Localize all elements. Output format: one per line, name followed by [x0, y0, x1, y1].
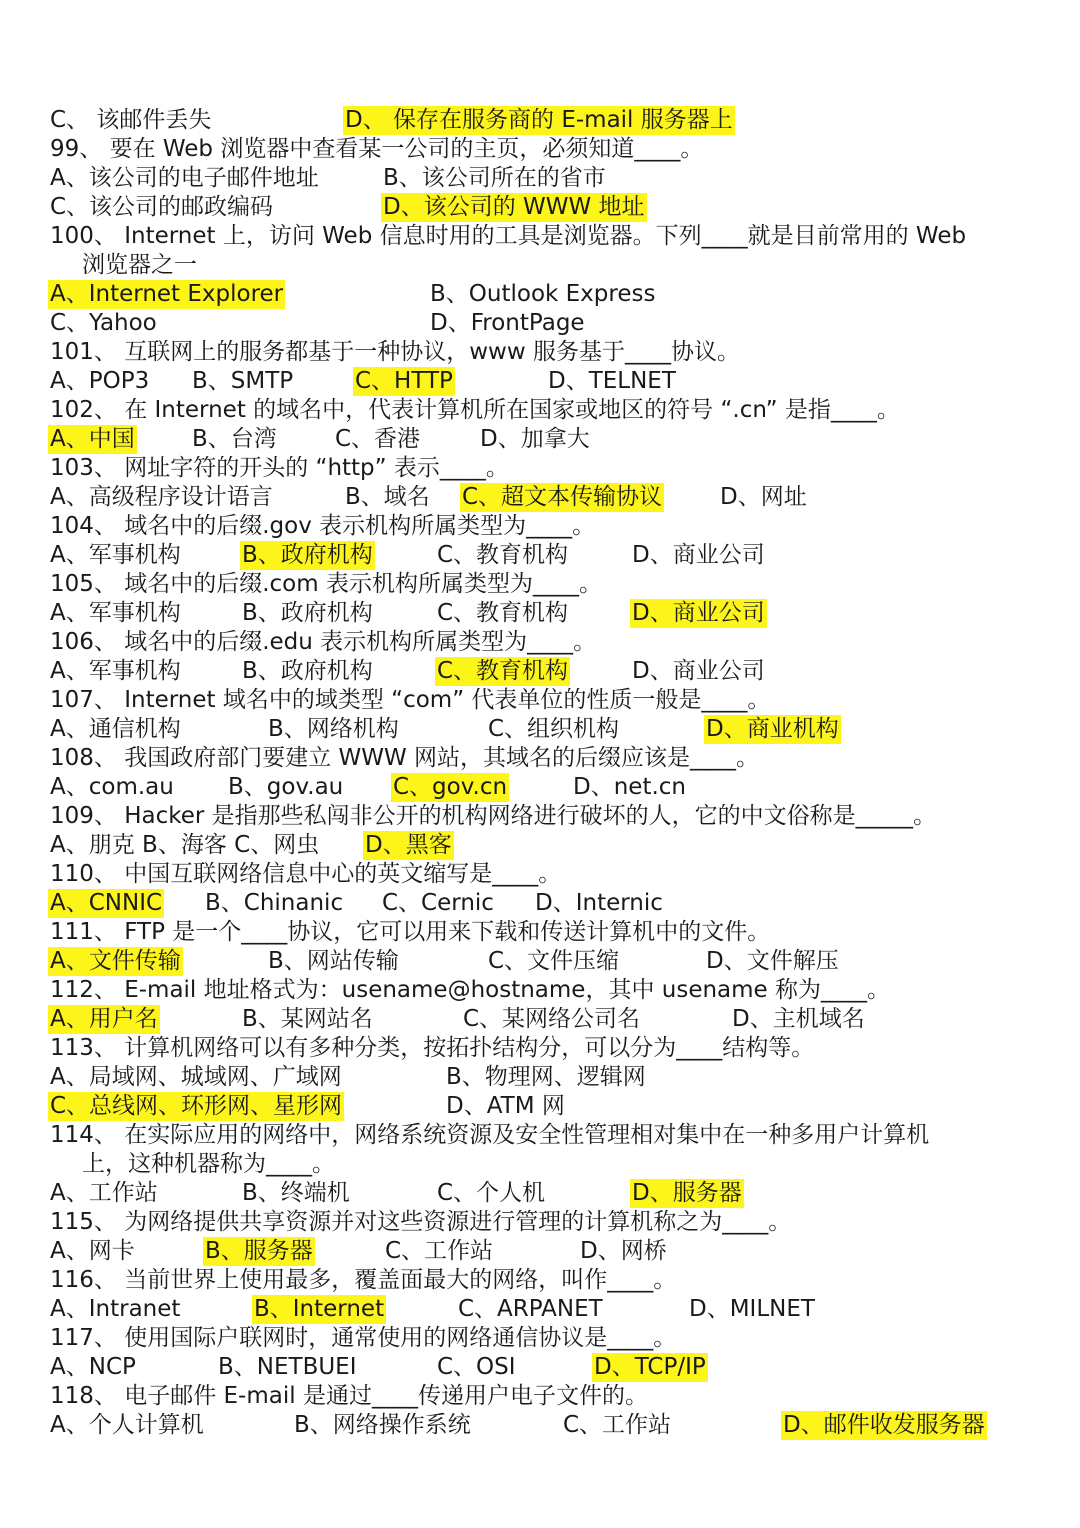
text-segment: A、Intranet — [50, 1296, 181, 1322]
text-line — [0, 744, 1080, 773]
text-segment: C、香港 — [335, 426, 421, 452]
text-line — [0, 1237, 1080, 1266]
text-segment: D、FrontPage — [430, 310, 585, 336]
text-segment: C、个人机 — [437, 1180, 546, 1206]
text-segment: B、该公司所在的省市 — [383, 165, 606, 191]
text-line — [0, 1353, 1080, 1382]
text-line — [0, 193, 1080, 222]
text-line — [0, 1266, 1080, 1295]
text-line — [0, 338, 1080, 367]
text-line — [0, 512, 1080, 541]
text-segment: 116、 当前世界上使用最多，覆盖面最大的网络，叫作____。 — [50, 1267, 677, 1293]
text-segment: A、高级程序设计语言 — [50, 484, 273, 510]
highlighted-answer: B、服务器 — [205, 1238, 313, 1264]
text-segment: 99、 要在 Web 浏览器中查看某一公司的主页，必须知道____。 — [50, 136, 704, 162]
highlighted-answer: B、Internet — [254, 1296, 385, 1322]
text-segment: 114、 在实际应用的网络中，网络系统资源及安全性管理相对集中在一种多用户计算机 — [50, 1122, 930, 1148]
text-segment: C、OSI — [437, 1354, 516, 1380]
text-segment: D、ATM 网 — [446, 1093, 565, 1119]
text-line — [0, 280, 1080, 309]
text-segment: B、网络操作系统 — [294, 1412, 471, 1438]
text-segment: C、工作站 — [385, 1238, 494, 1264]
text-segment: B、政府机构 — [242, 658, 373, 684]
highlighted-answer: C、教育机构 — [437, 658, 569, 684]
highlighted-answer: C、超文本传输协议 — [462, 484, 663, 510]
text-segment: 106、 域名中的后缀.edu 表示机构所属类型为____。 — [50, 629, 597, 655]
text-segment: D、主机域名 — [732, 1006, 865, 1032]
text-segment: D、Internic — [535, 890, 663, 916]
text-segment: A、军事机构 — [50, 542, 181, 568]
text-segment: B、gov.au — [228, 774, 344, 800]
highlighted-answer: C、gov.cn — [393, 774, 508, 800]
text-line — [0, 1005, 1080, 1034]
text-line — [0, 802, 1080, 831]
text-segment: C、Yahoo — [50, 310, 157, 336]
highlighted-answer: D、服务器 — [632, 1180, 742, 1206]
text-line — [0, 1034, 1080, 1063]
text-line — [0, 976, 1080, 1005]
text-segment: D、net.cn — [573, 774, 686, 800]
text-segment: C、该公司的邮政编码 — [50, 194, 274, 220]
highlighted-answer: D、商业公司 — [632, 600, 765, 626]
text-line — [0, 715, 1080, 744]
text-segment: C、文件压缩 — [488, 948, 620, 974]
text-line — [0, 1295, 1080, 1324]
text-line — [0, 454, 1080, 483]
highlighted-answer: D、该公司的 WWW 地址 — [383, 194, 645, 220]
highlighted-answer: A、CNNIC — [50, 890, 163, 916]
text-line — [0, 1382, 1080, 1411]
text-segment: D、网桥 — [580, 1238, 667, 1264]
text-segment: A、局域网、城域网、广域网 — [50, 1064, 342, 1090]
text-segment: 111、 FTP 是一个____协议，它可以用来下载和传送计算机中的文件。 — [50, 919, 771, 945]
text-line — [0, 1179, 1080, 1208]
text-segment: D、网址 — [720, 484, 807, 510]
text-segment: B、NETBUEI — [218, 1354, 357, 1380]
highlighted-answer: C、总线网、环形网、星形网 — [50, 1093, 343, 1119]
text-line — [0, 1411, 1080, 1440]
text-segment: C、组织机构 — [488, 716, 620, 742]
text-line — [0, 657, 1080, 686]
text-segment: A、POP3 — [50, 368, 150, 394]
highlighted-answer: B、政府机构 — [242, 542, 373, 568]
highlighted-answer: A、文件传输 — [50, 948, 181, 974]
text-line — [0, 1063, 1080, 1092]
text-segment: B、Chinanic — [205, 890, 344, 916]
text-line — [0, 1121, 1080, 1150]
text-segment: A、通信机构 — [50, 716, 181, 742]
highlighted-answer: A、中国 — [50, 426, 135, 452]
text-line — [0, 222, 1080, 251]
text-segment: 102、 在 Internet 的域名中，代表计算机所在国家或地区的符号 “.cn” 是指____。 — [50, 397, 900, 423]
text-segment: C、工作站 — [563, 1412, 672, 1438]
text-segment: 105、 域名中的后缀.com 表示机构所属类型为____。 — [50, 571, 602, 597]
text-segment: 浏览器之一 — [82, 252, 197, 278]
text-segment: 100、 Internet 上，访问 Web 信息时用的工具是浏览器。下列____就是目前常用的 Web — [50, 223, 967, 249]
text-line — [0, 309, 1080, 338]
text-segment: 112、 E-mail 地址格式为：usename@hostname，其中 usename 称为____。 — [50, 977, 891, 1003]
text-line — [0, 541, 1080, 570]
highlighted-answer: D、TCP/IP — [594, 1354, 706, 1380]
text-line — [0, 1150, 1080, 1179]
text-segment: C、Cernic — [382, 890, 494, 916]
text-segment: A、军事机构 — [50, 658, 181, 684]
text-line — [0, 251, 1080, 280]
text-line — [0, 1324, 1080, 1353]
text-line — [0, 918, 1080, 947]
text-segment: 115、 为网络提供共享资源并对这些资源进行管理的计算机称之为____。 — [50, 1209, 792, 1235]
text-segment: D、文件解压 — [706, 948, 839, 974]
text-line — [0, 396, 1080, 425]
highlighted-answer: A、用户名 — [50, 1006, 158, 1032]
text-segment: D、加拿大 — [480, 426, 590, 452]
text-segment: B、SMTP — [192, 368, 294, 394]
text-segment: B、终端机 — [242, 1180, 350, 1206]
text-segment: 101、 互联网上的服务都基于一种协议，www 服务基于____协议。 — [50, 339, 740, 365]
text-line — [0, 628, 1080, 657]
text-segment: B、台湾 — [192, 426, 277, 452]
text-segment: B、网络机构 — [268, 716, 399, 742]
text-segment: 107、 Internet 域名中的域类型 “com” 代表单位的性质一般是____。 — [50, 687, 771, 713]
text-segment: D、MILNET — [689, 1296, 815, 1322]
text-segment: A、com.au — [50, 774, 174, 800]
text-line — [0, 686, 1080, 715]
text-line — [0, 425, 1080, 454]
text-segment: C、 该邮件丢失 — [50, 107, 212, 133]
text-segment: 108、 我国政府部门要建立 WWW 网站，其域名的后缀应该是____。 — [50, 745, 760, 771]
text-segment: 113、 计算机网络可以有多种分类，按拓扑结构分，可以分为____结构等。 — [50, 1035, 815, 1061]
text-segment: 103、 网址字符的开头的 “http” 表示____。 — [50, 455, 509, 481]
text-segment: C、教育机构 — [437, 600, 569, 626]
text-segment: D、TELNET — [548, 368, 676, 394]
text-segment: C、ARPANET — [458, 1296, 603, 1322]
text-segment: B、网站传输 — [268, 948, 399, 974]
text-line — [0, 367, 1080, 396]
text-segment: A、网卡 — [50, 1238, 135, 1264]
text-segment: B、物理网、逻辑网 — [446, 1064, 646, 1090]
text-segment: C、某网络公司名 — [463, 1006, 641, 1032]
text-line — [0, 570, 1080, 599]
text-segment: A、军事机构 — [50, 600, 181, 626]
text-line — [0, 164, 1080, 193]
text-segment: D、商业公司 — [632, 658, 765, 684]
text-segment: 118、 电子邮件 E-mail 是通过____传递用户电子文件的。 — [50, 1383, 648, 1409]
highlighted-answer: C、HTTP — [355, 368, 453, 394]
text-segment: B、Outlook Express — [430, 281, 656, 307]
text-segment: 109、 Hacker 是指那些私闯非公开的机构网络进行破坏的人，它的中文俗称是_____。 — [50, 803, 937, 829]
highlighted-answer: D、黑客 — [365, 832, 452, 858]
text-line — [0, 1092, 1080, 1121]
text-line — [0, 889, 1080, 918]
text-segment: A、NCP — [50, 1354, 136, 1380]
text-line — [0, 599, 1080, 628]
text-segment: 上，这种机器称为____。 — [82, 1151, 335, 1177]
highlighted-answer: D、 保存在服务商的 E-mail 服务器上 — [345, 107, 733, 133]
text-line — [0, 947, 1080, 976]
text-line — [0, 1208, 1080, 1237]
text-segment: A、该公司的电子邮件地址 — [50, 165, 319, 191]
text-line — [0, 106, 1080, 135]
text-line — [0, 831, 1080, 860]
text-segment: B、政府机构 — [242, 600, 373, 626]
text-segment: A、工作站 — [50, 1180, 158, 1206]
highlighted-answer: A、Internet Explorer — [50, 281, 284, 307]
text-segment: B、域名 — [345, 484, 430, 510]
highlighted-answer: D、商业机构 — [706, 716, 839, 742]
text-segment: 110、 中国互联网络信息中心的英文缩写是____。 — [50, 861, 562, 887]
text-segment: 104、 域名中的后缀.gov 表示机构所属类型为____。 — [50, 513, 596, 539]
text-line — [0, 773, 1080, 802]
text-line — [0, 483, 1080, 512]
text-segment: C、教育机构 — [437, 542, 569, 568]
text-line — [0, 860, 1080, 889]
text-segment: A、个人计算机 — [50, 1412, 204, 1438]
text-segment: A、朋克 B、海客 C、网虫 — [50, 832, 320, 858]
highlighted-answer: D、邮件收发服务器 — [783, 1412, 985, 1438]
text-line — [0, 135, 1080, 164]
text-segment: D、商业公司 — [632, 542, 765, 568]
text-segment: 117、 使用国际户联网时，通常使用的网络通信协议是____。 — [50, 1325, 677, 1351]
text-segment: B、某网站名 — [242, 1006, 373, 1032]
